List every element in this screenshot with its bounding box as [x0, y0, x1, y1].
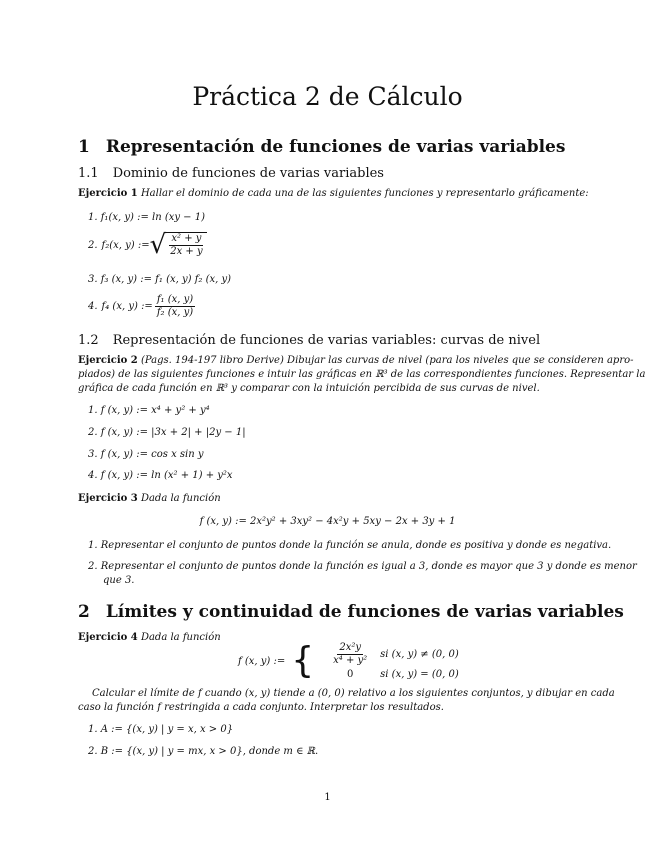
item-number: 1. — [88, 724, 98, 735]
exercise-label: Ejercicio 3 — [78, 493, 138, 504]
exercise-statement: Hallar el dominio de cada una de las siguientes funciones y representarlo gráficamente: — [140, 188, 589, 199]
exercise-2-item-1 — [88, 405, 210, 416]
exercise-3-item-1 — [88, 540, 611, 551]
paragraph-line: Calcular el límite de f cuando (x, y) tiende a (0, 0) relativo a los siguientes conjuntos, y dibujar en cada — [92, 688, 615, 699]
item-number: 1. — [88, 540, 98, 551]
item-number: 2. — [88, 746, 98, 757]
fraction-numerator: 2x²y — [339, 642, 361, 653]
formula: f₃ (x, y) := f₁ (x, y) f₂ (x, y) — [100, 274, 232, 285]
left-brace: { — [291, 640, 315, 681]
exercise-statement-line: piados) de las siguientes funciones e intuir las gráficas en ℝ³ de las correspondientes funciones. Representar la — [78, 369, 646, 380]
formula: f (x, y) := |3x + 2| + |2y − 1| — [100, 427, 246, 438]
item-text-continuation: que 3. — [103, 575, 135, 586]
subsection-1-2-heading — [78, 333, 540, 348]
formula-lhs: f₄ (x, y) := — [101, 301, 153, 312]
formula: f (x, y) := ln (x² + 1) + y²x — [100, 470, 233, 481]
exercise-4-item-1 — [88, 724, 233, 735]
fraction-numerator: x² + y — [171, 233, 202, 244]
page-title: Práctica 2 de Cálculo — [192, 82, 463, 111]
item-number: 1. — [88, 212, 98, 223]
fraction-numerator: f₁ (x, y) — [156, 294, 194, 305]
exercise-3-item-2 — [88, 561, 637, 572]
formula: f (x, y) := cos x sin y — [100, 449, 204, 460]
fraction-denominator: 2x + y — [170, 246, 203, 257]
item-number: 3. — [88, 274, 98, 285]
case-value: 0 — [346, 669, 354, 680]
exercise-label: Ejercicio 4 — [78, 632, 138, 643]
exercise-label: Ejercicio 2 — [78, 355, 138, 366]
exercise-statement: Dada la función — [140, 632, 221, 643]
page-number: 1 — [324, 792, 331, 803]
item-number: 4. — [88, 301, 98, 312]
exercise-statement-line: (Pags. 194-197 libro Derive) Dibujar las curvas de nivel (para los niveles que se consideren apro- — [140, 355, 634, 366]
section-number: 1 — [78, 137, 90, 157]
formula-lhs: f₂(x, y) := — [101, 239, 150, 251]
exercise-3 — [78, 493, 221, 504]
item-number: 2. — [88, 239, 98, 251]
exercise-1-item-1 — [88, 212, 205, 223]
exercise-label: Ejercicio 1 — [78, 188, 138, 199]
fraction-denominator: f₂ (x, y) — [156, 307, 194, 318]
item-number: 2. — [88, 561, 98, 572]
subsection-number: 1.1 — [78, 166, 99, 181]
exercise-1-item-3 — [88, 274, 231, 285]
subsection-title: Dominio de funciones de varias variables — [112, 166, 384, 181]
item-number: 4. — [88, 470, 98, 481]
item-number: 1. — [88, 405, 98, 416]
exercise-statement-line: gráfica de cada función en ℝ³ y comparar con la intuición percibida de sus curvas de nivel. — [78, 383, 540, 394]
section-1-heading — [78, 137, 565, 157]
formula-lhs: f (x, y) := — [238, 655, 286, 667]
exercise-4 — [78, 632, 221, 643]
formula: A := {(x, y) | y = x, x > 0} — [100, 724, 234, 735]
paragraph-line: caso la función f restringida a cada conjunto. Interpretar los resultados. — [78, 702, 444, 713]
subsection-number: 1.2 — [78, 333, 99, 348]
section-title: Representación de funciones de varias variables — [105, 137, 566, 157]
exercise-2-item-2 — [88, 427, 246, 438]
formula: B := {(x, y) | y = mx, x > 0}, donde m ∈ ℝ. — [100, 746, 319, 757]
exercise-2-item-4 — [88, 470, 233, 481]
formula: f₁(x, y) := ln (xy − 1) — [100, 212, 206, 223]
exercise-1-item-4 — [88, 294, 197, 319]
item-text: Representar el conjunto de puntos donde la función es igual a 3, donde es mayor que 3 y donde es menor — [100, 561, 637, 572]
fraction — [155, 294, 195, 319]
piecewise-function — [238, 642, 459, 680]
exercise-statement: Dada la función — [140, 493, 221, 504]
display-formula: f (x, y) := 2x²y² + 3xy² − 4x²y + 5xy − 2x + 3y + 1 — [199, 516, 456, 527]
subsection-title: Representación de funciones de varias variables: curvas de nivel — [112, 333, 541, 348]
case-condition: si (x, y) = (0, 0) — [380, 669, 459, 680]
formula: f (x, y) := x⁴ + y² + y⁴ — [100, 405, 210, 416]
item-text: Representar el conjunto de puntos donde la función se anula, donde es positiva y donde es negativa. — [100, 540, 612, 551]
item-number: 3. — [88, 449, 98, 460]
radical-sign: √ — [149, 230, 167, 260]
section-2-heading — [78, 602, 624, 622]
exercise-1 — [78, 188, 589, 199]
exercise-2-item-3 — [88, 449, 204, 460]
case-condition: si (x, y) ≠ (0, 0) — [380, 649, 459, 660]
section-number: 2 — [78, 602, 90, 622]
fraction-denominator: x⁴ + y² — [333, 655, 368, 666]
subsection-1-1-heading — [78, 166, 384, 181]
exercise-4-item-2 — [88, 746, 318, 757]
exercise-1-item-2 — [88, 232, 207, 258]
square-root — [150, 232, 207, 258]
exercise-2 — [78, 355, 634, 366]
item-number: 2. — [88, 427, 98, 438]
section-title: Límites y continuidad de funciones de varias variables — [105, 602, 624, 622]
